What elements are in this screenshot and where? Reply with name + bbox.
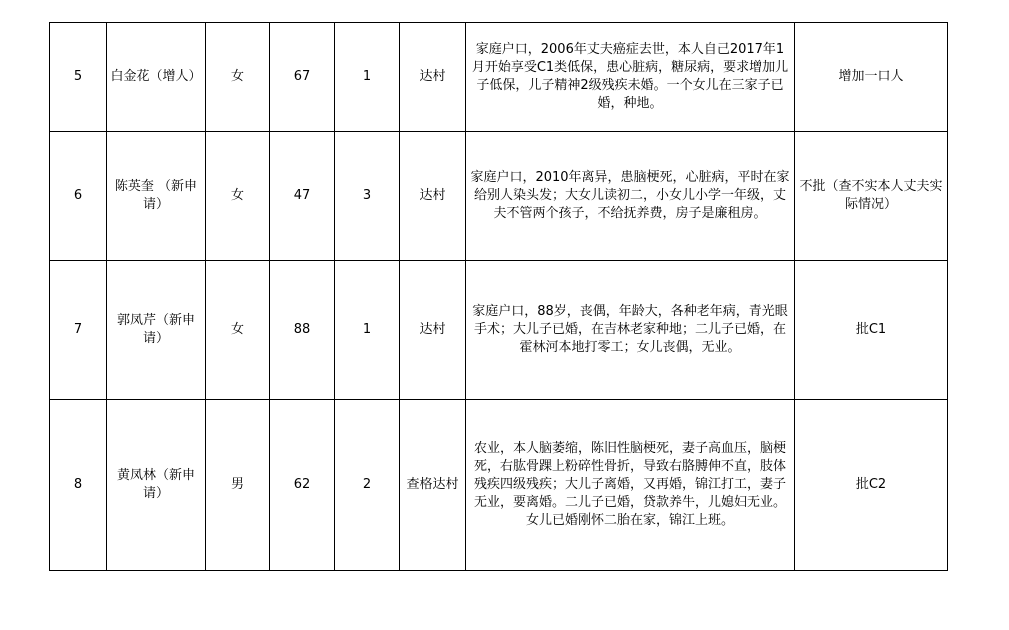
decision-cell: 批C2	[795, 400, 948, 571]
applicant-name-cell: 郭凤芹（新申请）	[107, 261, 206, 400]
decision-cell: 批C1	[795, 261, 948, 400]
applicant-name-cell: 白金花（增人）	[107, 23, 206, 132]
situation-cell: 家庭户口，2010年离异，患脑梗死，心脏病，平时在家给别人染头发；大女儿读初二，小女儿小学一年级，丈夫不管两个孩子，不给抚养费，房子是廉租房。	[466, 132, 795, 261]
village-cell: 达村	[400, 23, 466, 132]
household-size-cell: 1	[335, 23, 400, 132]
table-row	[50, 23, 948, 132]
village-cell: 查格达村	[400, 400, 466, 571]
table-row	[50, 400, 948, 571]
gender-cell: 女	[206, 261, 270, 400]
household-size-cell: 2	[335, 400, 400, 571]
village-cell: 达村	[400, 261, 466, 400]
applications-table	[49, 22, 948, 571]
age-cell: 47	[270, 132, 335, 261]
gender-cell: 女	[206, 132, 270, 261]
row-number-cell: 6	[50, 132, 107, 261]
household-size-cell: 1	[335, 261, 400, 400]
table-row	[50, 261, 948, 400]
situation-cell: 家庭户口，2006年丈夫癌症去世，本人自己2017年1月开始享受C1类低保，患心脏病，糖尿病，要求增加儿子低保，儿子精神2级残疾未婚。一个女儿在三家子已婚，种地。	[466, 23, 795, 132]
row-number-cell: 8	[50, 400, 107, 571]
gender-cell: 男	[206, 400, 270, 571]
age-cell: 88	[270, 261, 335, 400]
decision-cell: 不批（查不实本人丈夫实际情况）	[795, 132, 948, 261]
decision-cell: 增加一口人	[795, 23, 948, 132]
age-cell: 62	[270, 400, 335, 571]
household-size-cell: 3	[335, 132, 400, 261]
applicant-name-cell: 黄凤林（新申请）	[107, 400, 206, 571]
row-number-cell: 7	[50, 261, 107, 400]
applicant-name-cell: 陈英奎 （新申请）	[107, 132, 206, 261]
village-cell: 达村	[400, 132, 466, 261]
gender-cell: 女	[206, 23, 270, 132]
table-row	[50, 132, 948, 261]
age-cell: 67	[270, 23, 335, 132]
situation-cell: 农业，本人脑萎缩，陈旧性脑梗死，妻子高血压，脑梗死，右肱骨踝上粉碎性骨折，导致右胳膊伸不直，肢体残疾四级残疾；大儿子离婚，又再婚，锦江打工，妻子无业，要离婚。二儿子已婚，贷款养牛，儿媳妇无业。女儿已婚刚怀二胎在家，锦江上班。	[466, 400, 795, 571]
row-number-cell: 5	[50, 23, 107, 132]
situation-cell: 家庭户口，88岁，丧偶，年龄大，各种老年病，青光眼手术；大儿子已婚，在吉林老家种地；二儿子已婚，在霍林河本地打零工；女儿丧偶，无业。	[466, 261, 795, 400]
